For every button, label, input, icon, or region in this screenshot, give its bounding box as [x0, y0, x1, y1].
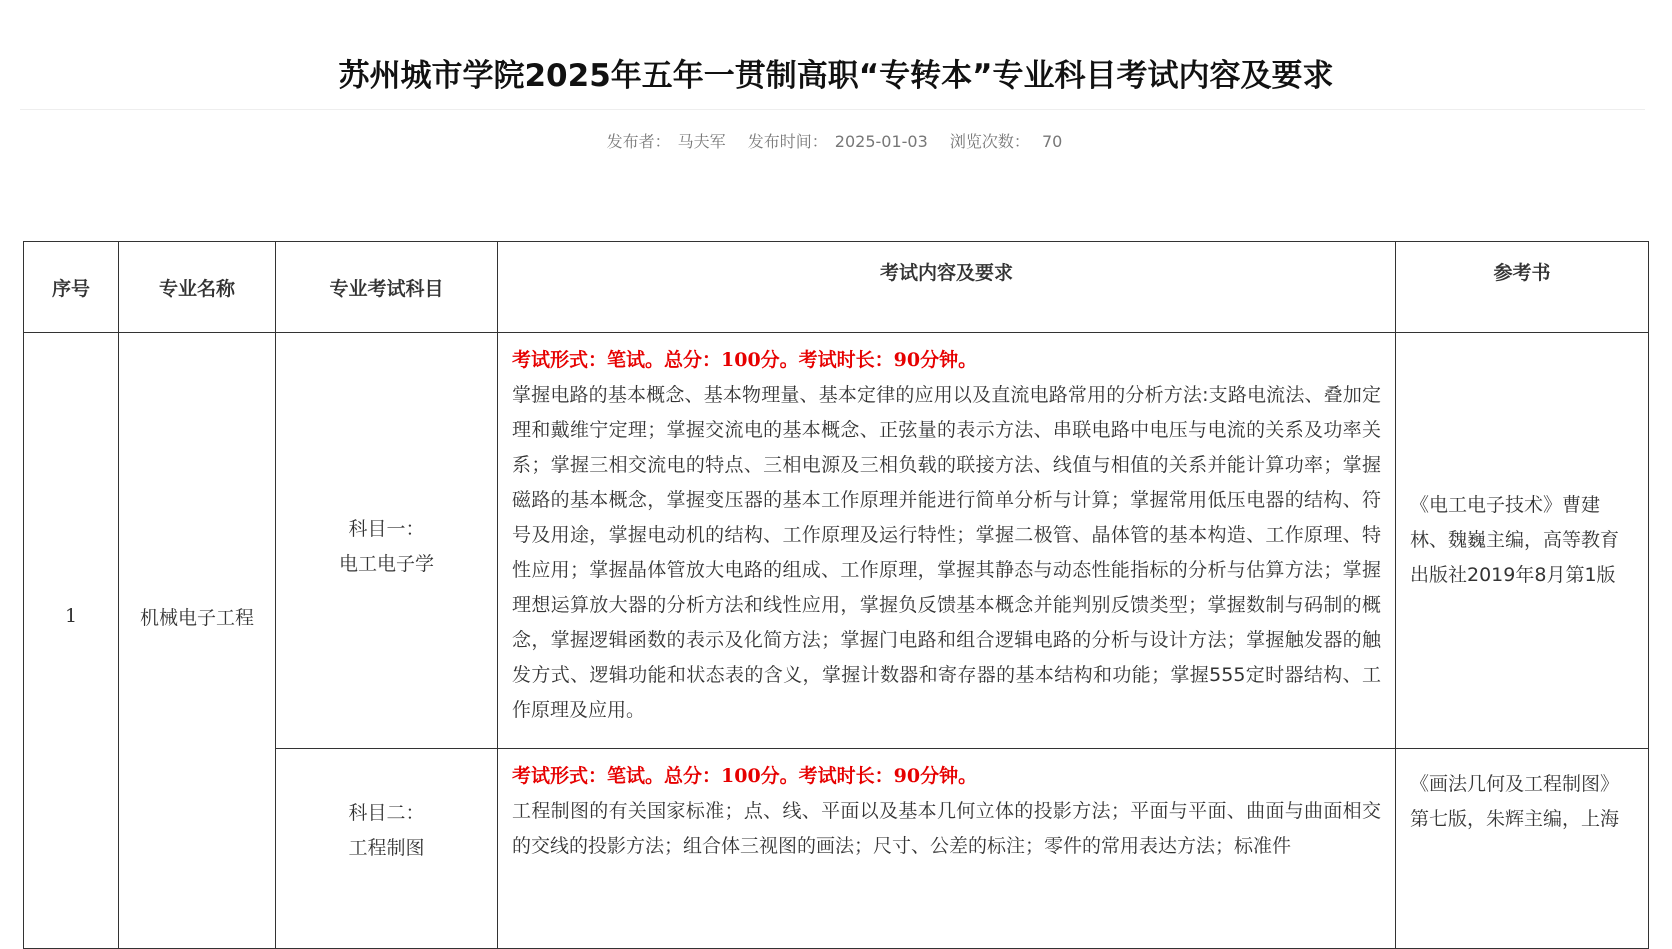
header-major: 专业名称	[119, 242, 276, 333]
publisher-name: 马夫军	[677, 132, 726, 151]
publisher-info	[605, 132, 731, 151]
title-divider	[20, 109, 1645, 110]
publisher-label: 发布者：	[606, 132, 671, 151]
header-content: 考试内容及要求	[498, 242, 1396, 333]
header-subject: 专业考试科目	[276, 242, 498, 333]
cell-subject-2	[276, 749, 498, 949]
table-header-row	[24, 242, 1649, 333]
view-count: 70	[1041, 132, 1063, 151]
page-title: 苏州城市学院2025年五年一贯制高职“专转本”专业科目考试内容及要求	[338, 58, 1334, 94]
cell-reference-1: 《电工电子技术》曹建林、魏巍主编，高等教育出版社2019年8月第1版	[1396, 333, 1649, 749]
cell-subject-1	[276, 333, 498, 749]
header-reference: 参考书	[1396, 242, 1649, 333]
exam-form-2: 考试形式：笔试。总分：100分。考试时长：90分钟。	[512, 765, 978, 787]
subject-2-name: 工程制图	[348, 837, 425, 859]
header-seq: 序号	[24, 242, 119, 333]
publish-time-label: 发布时间：	[747, 132, 828, 151]
cell-content-2	[498, 749, 1396, 949]
article-meta	[0, 129, 1672, 152]
subject-2-number: 科目二：	[348, 802, 425, 824]
cell-content-1	[498, 333, 1396, 749]
publish-time: 2025-01-03	[834, 132, 928, 151]
cell-reference-2: 《画法几何及工程制图》第七版，朱辉主编，上海	[1396, 749, 1649, 949]
exam-content-1: 掌握电路的基本概念、基本物理量、基本定律的应用以及直流电路常用的分析方法:支路电流法、叠加定理和戴维宁定理；掌握交流电的基本概念、正弦量的表示方法、串联电路中电压与电流的关系及功率关系；掌握三相交流电的特点、三相电源及三相负载的联接方法、线值与相值的关系并能计算功率；掌握磁路的基本概念，掌握变压器的基本工作原理并能进行简单分析与计算；掌握常用低压电器的结构、符号及用途，掌握电动机的结构、工作原理及运行特性；掌握二极管、晶体管的基本构造、工作原理、特性应用；掌握晶体管放大电路的组成、工作原理，掌握其静态与动态性能指标的分析与估算方法；掌握理想运算放大器的分析方法和线性应用，掌握负反馈基本概念并能判别反馈类型；掌握数制与码制的概念，掌握逻辑函数的表示及化简方法；掌握门电路和组合逻辑电路的分析与设计方法；掌握触发器的触发方式、逻辑功能和状态表的含义，掌握计数器和寄存器的基本结构和功能；掌握555定时器结构、工作原理及应用。	[512, 384, 1381, 721]
table-row	[24, 333, 1649, 749]
exam-form-1: 考试形式：笔试。总分：100分。考试时长：90分钟。	[512, 349, 978, 371]
exam-requirements-table	[23, 241, 1649, 949]
publish-time-info	[746, 132, 933, 151]
subject-1-number: 科目一：	[348, 518, 425, 540]
subject-1-name: 电工电子学	[338, 553, 434, 575]
view-count-label: 浏览次数：	[949, 132, 1030, 151]
cell-major: 机械电子工程	[119, 333, 276, 949]
cell-seq: 1	[24, 333, 119, 949]
exam-content-2: 工程制图的有关国家标准；点、线、平面以及基本几何立体的投影方法；平面与平面、曲面与曲面相交的交线的投影方法；组合体三视图的画法；尺寸、公差的标注；零件的常用表达方法；标准件	[512, 800, 1381, 857]
view-count-info	[948, 132, 1067, 151]
